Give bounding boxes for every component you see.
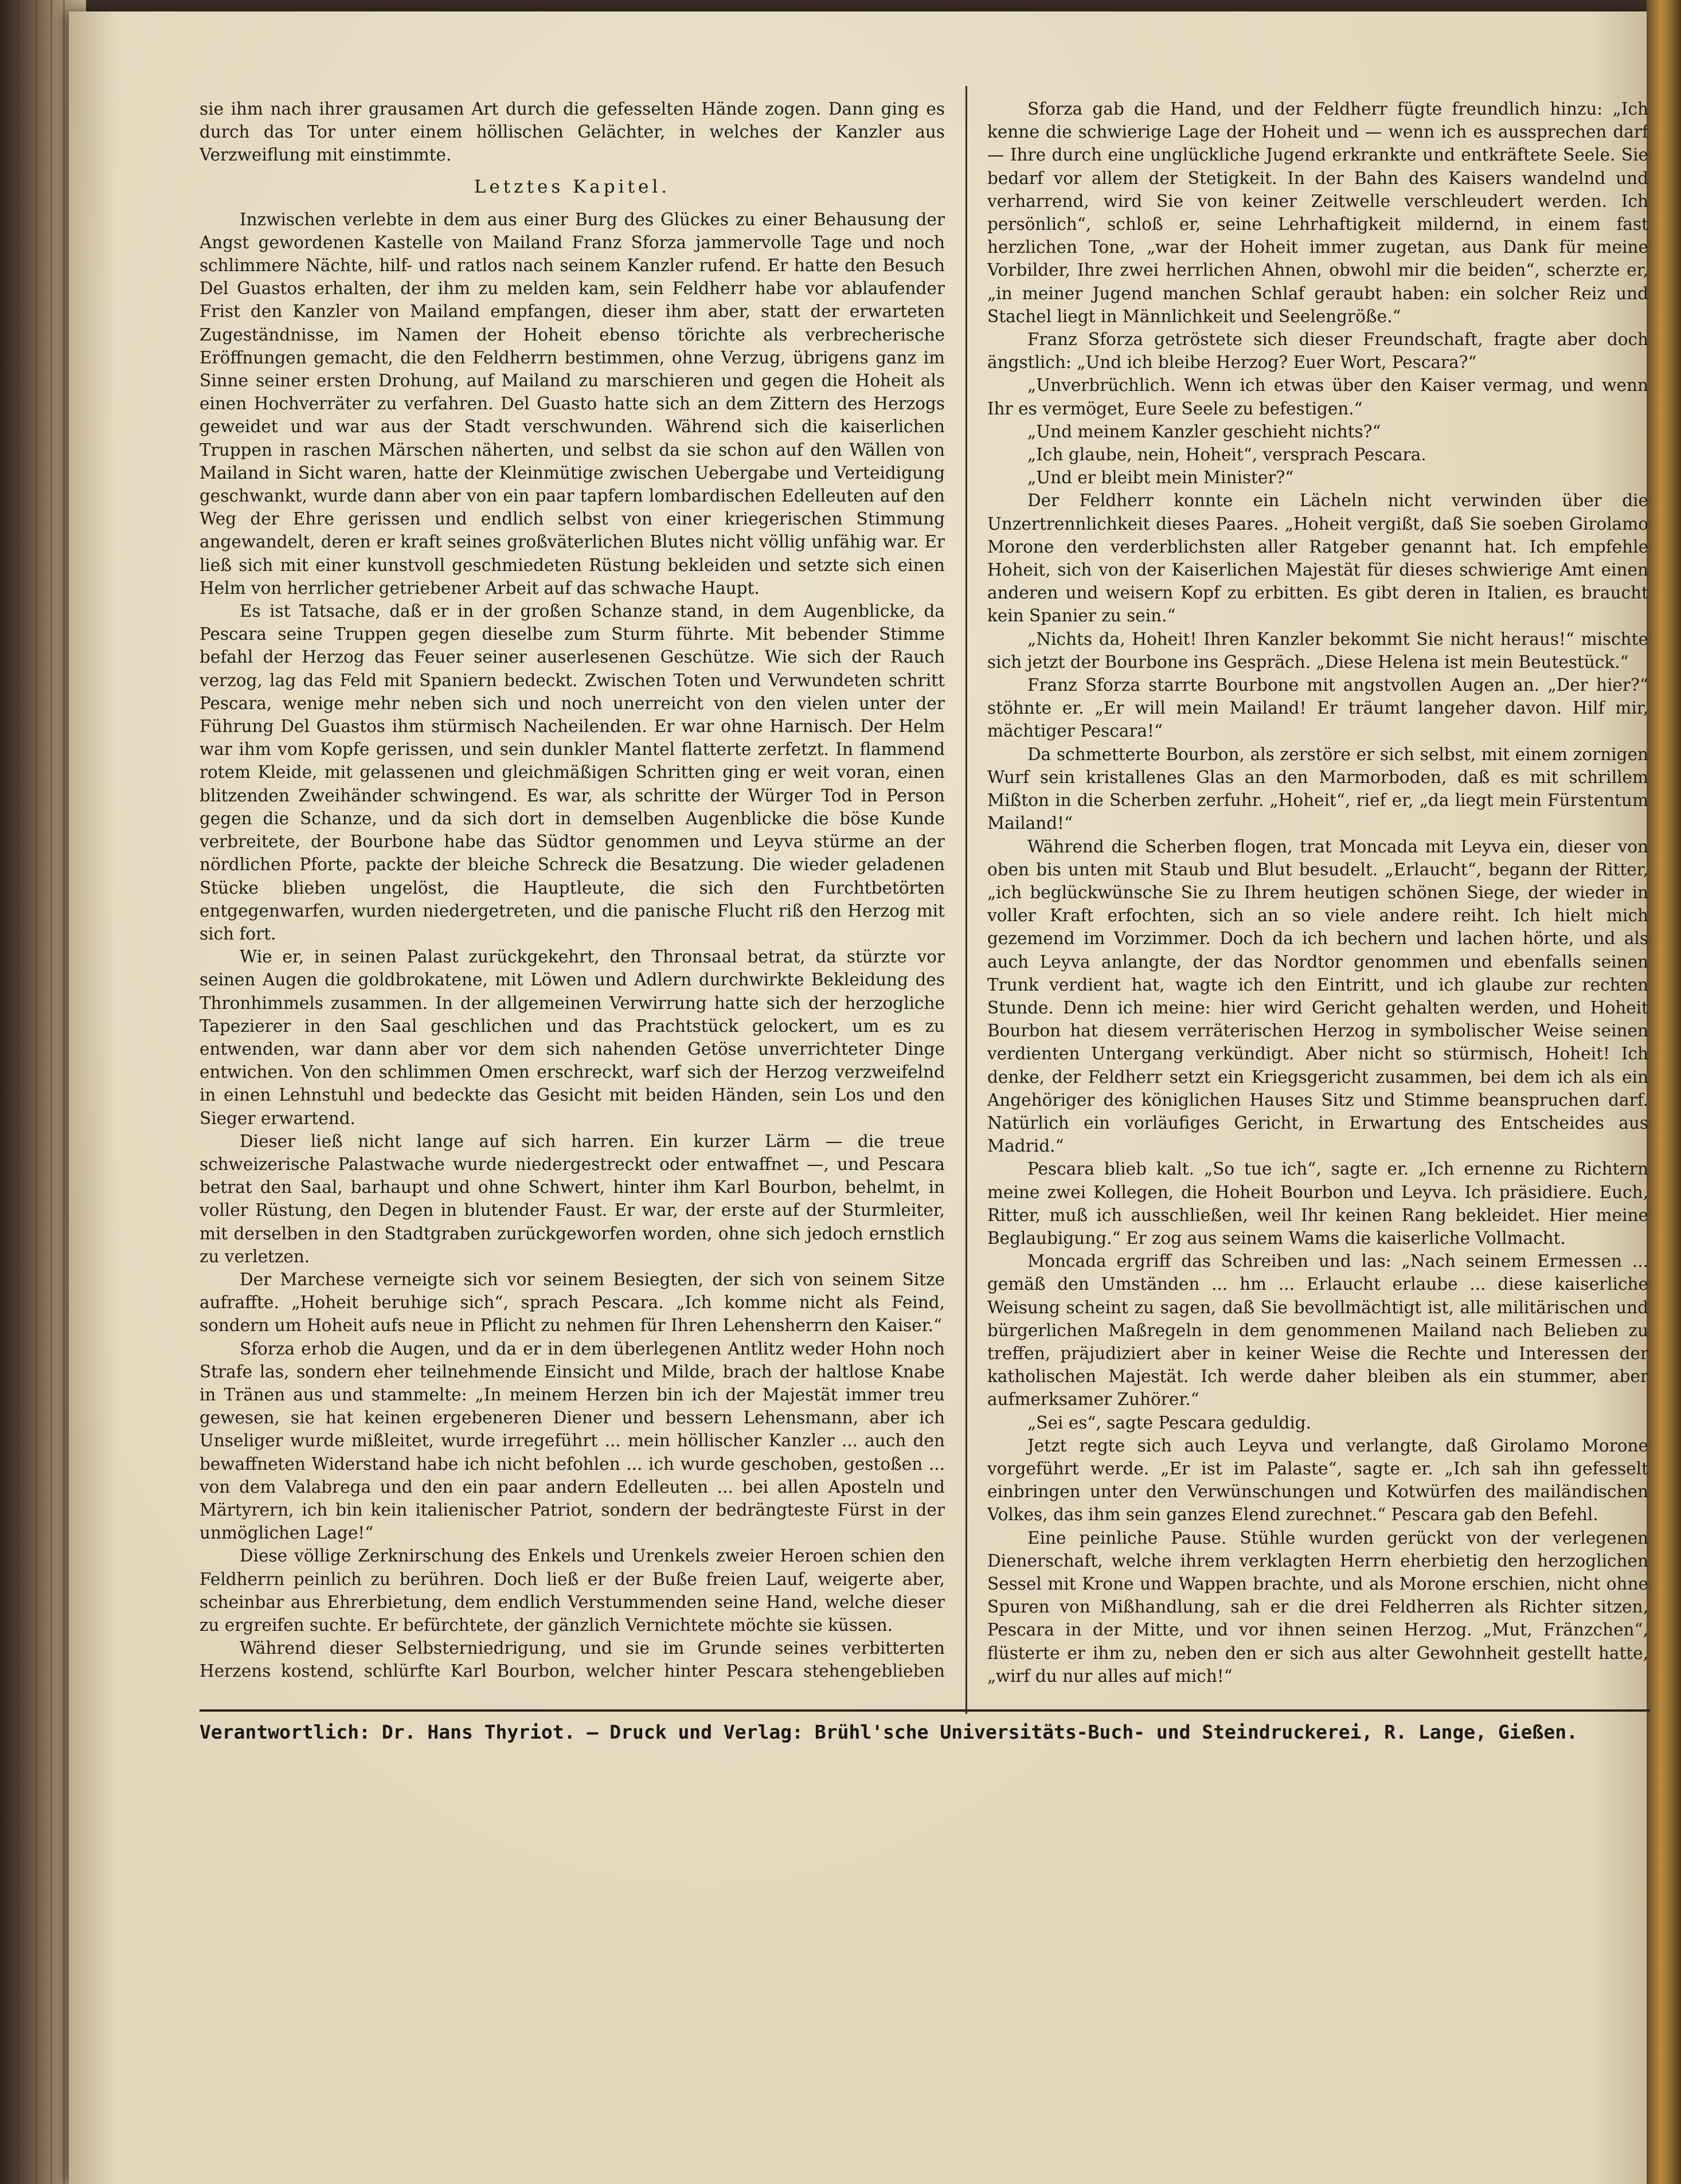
paragraph: Moncada ergriff das Schreiben und las: „Nach seinem Ermessen ... gemäß den Umständen ... hm ... Erlaucht erlaube ... diese kaiserliche Weisung scheint zu sagen, daß Sie bevollmächtigt ist, alle militärischen und bürgerlichen Maßregeln in dem genommenen Mailand nach Belieben zu treffen, präjudiziert aber in keiner Weise die Rechte und Interessen der katholischen Majestät. Ich werde daher bleiben als ein stummer, aber aufmerksamer Zuhörer.“ <box>987 1251 1648 1410</box>
paragraph: Inzwischen verlebte in dem aus einer Burg des Glückes zu einer Behausung der Angst gewordenen Kastelle von Mailand Franz Sforza jammervolle Tage und noch schlimmere Nächte, hilf- und ratlos nach seinem Kanzler rufend. Er hatte den Besuch Del Guastos erhalten, der ihm zu melden kam, sein Feldherr habe vor ablaufender Frist den Kanzler von Mailand empfangen, dieser ihm aber, statt der erwarteten Zugeständnisse, im Namen der Hoheit ebenso törichte als verbrecherische Eröffnungen gemacht, die den Feldherrn bestimmen, ohne Verzug, übrigens ganz im Sinne seiner ersten Drohung, auf Mailand zu marschieren und gegen die Hoheit als einen Hochverräter zu verfahren. Del Guasto hatte sich an dem Zittern des Herzogs geweidet und war aus der Stadt verschwunden. Während sich die kaiserlichen Truppen in raschen Märschen näherten, und selbst da sie schon auf den Wällen von Mailand in Sicht waren, hatte der Kleinmütige zwischen Uebergabe und Verteidigung geschwankt, wurde dann aber von ein paar tapfern lombardischen Edelleuten auf den Weg der Ehre gerissen und endlich selbst von einer kriegerischen Stimmung angewandelt, deren er kraft seines großväterlichen Blutes nicht völlig unfähig war. Er ließ sich mit einer kunstvoll geschmiedeten Rüstung bekleiden und setzte sich einen Helm von herrlicher getriebener Arbeit auf das schwache Haupt. <box>200 209 945 598</box>
page-edge-line <box>17 0 19 2184</box>
paragraph: „Ich glaube, nein, Hoheit“, versprach Pescara. <box>1027 445 1426 465</box>
imprint-line: Verantwortlich: Dr. Hans Thyriot. — Druck und Verlag: Brühl'sche Universitäts-Buch- und Steindruckerei, R. Lange, Gießen. <box>200 1721 1578 1743</box>
column-divider <box>965 86 967 1714</box>
paragraph: Es ist Tatsache, daß er in der großen Schanze stand, in dem Augenblicke, da Pescara seine Truppen gegen dieselbe zum Sturm führte. Mit bebender Stimme befahl der Herzog das Feuer seiner auserlesenen Geschütze. Wie sich der Rauch verzog, lag das Feld mit Spaniern bedeckt. Zwischen Toten und Verwundeten schritt Pescara, wenige mehr neben sich und noch unerreicht von den vielen unter der Führung Del Guastos ihm stürmisch Nacheilenden. Er war ohne Harnisch. Der Helm war ihm vom Kopfe gerissen, und sein dunkler Mantel flatterte zerfetzt. In flammend rotem Kleide, mit gelassenen und gleichmäßigen Schritten ging er weit voran, einen blitzenden Zweihänder schwingend. Es war, als schritte der Würger Tod in Person gegen die Schanze, und da sich dort in demselben Augenblicke die böse Kunde verbreitete, der Bourbone habe das Südtor genommen und Leyva stürme an der nördlichen Pforte, packte der bleiche Schreck die Besatzung. Die wieder geladenen Stücke blieben ungelöst, die Hauptleute, die sich den Furchtbetörten entgegenwarfen, wurden niedergetreten, und die panische Flucht riß den Herzog mit sich fort. <box>200 601 945 944</box>
paragraph: Während die Scherben flogen, trat Moncada mit Leyva ein, dieser von oben bis unten mit Staub und Blut besudelt. „Erlaucht“, begann der Ritter, „ich beglückwünsche Sie zu Ihrem heutigen schönen Siege, der wieder in voller Kraft erfochten, sich an so viele andere reiht. Ich hielt mich gezemend im Vorzimmer. Doch da ich bechern und lachen hörte, und als auch Leyva anlangte, der das Nordtor genommen und ebenfalls seinen Trunk verdient hat, wagte ich den Eintritt, und ich glaube zur rechten Stunde. Denn ich meine: hier wird Gericht gehalten werden, und Hoheit Bourbon hat diesem verräterischen Herzog in symbolischer Weise seinen verdienten Untergang verkündigt. Aber nicht so stürmisch, Hoheit! Ich denke, der Feldherr setzt ein Kriegsgericht zusammen, bei dem ich als ein Angehöriger des königlichen Hauses Sitz und Stimme beanspruchen darf. Natürlich ein vorläufiges Gericht, in Erwartung des Entscheides aus Madrid.“ <box>987 836 1648 1156</box>
page-edge-line <box>36 0 37 2184</box>
paragraph: Wie er, in seinen Palast zurückgekehrt, den Thronsaal betrat, da stürzte vor seinen Augen die goldbrokatene, mit Löwen und Adlern durchwirkte Bekleidung des Thronhimmels zusammen. In der allgemeinen Verwirrung hatte sich der herzogliche Tapezierer in den Saal geschlichen und das Prachtstück gelockert, um es zu entwenden, war dann aber vor dem sich nahenden Getöse unverrichteter Dinge entwichen. Von den schlimmen Omen erschreckt, warf sich der Herzog verzweifelnd in einen Lehnstuhl und bedeckte das Gesicht mit beiden Händen, sein Los und den Sieger erwartend. <box>200 947 945 1128</box>
footer-rule <box>200 1709 1650 1712</box>
paragraph: „Und meinem Kanzler geschieht nichts?“ <box>1027 421 1381 441</box>
left-text-column <box>200 97 945 1685</box>
paragraph: Der Marchese verneigte sich vor seinem Besiegten, der sich von seinem Sitze aufraffte. „Hoheit beruhige sich“, sprach Pescara. „Ich komme nicht als Feind, sondern um Hoheit aufs neue in Pflicht zu nehmen für Ihren Lehensherrn den Kaiser.“ <box>200 1269 945 1336</box>
paragraph: Während dieser Selbsterniedrigung, und sie im Grunde seines verbitterten Herzens kostend, schlürfte Karl Bourbon, welcher hinter Pescara stehengeblieben <box>200 1638 945 1681</box>
paragraph: Franz Sforza starrte Bourbone mit angstvollen Augen an. „Der hier?“ stöhnte er. „Er will mein Mailand! Er träumt langeher davon. Hilf mir, mächtiger Pescara!“ <box>987 675 1648 741</box>
paragraph: Dieser ließ nicht lange auf sich harren. Ein kurzer Lärm — die treue schweizerische Palastwache wurde niedergestreckt oder entwaffnet —, und Pescara betrat den Saal, barhaupt und ohne Schwert, hinter ihm Karl Bourbon, behelmt, in voller Rüstung, den Degen in blutender Faust. Er war, der erste auf der Sturmleiter, mit derselben in den Stadtgraben zurückgeworfen worden, ohne sich jedoch ernstlich zu verletzen. <box>200 1131 945 1266</box>
paragraph: Franz Sforza getröstete sich dieser Freundschaft, fragte aber doch ängstlich: „Und ich bleibe Herzog? Euer Wort, Pescara?“ <box>987 330 1648 373</box>
paragraph: Sforza erhob die Augen, und da er in dem überlegenen Antlitz weder Hohn noch Strafe las, sondern eher teilnehmende Einsicht und Milde, brach der haltlose Knabe in Tränen aus und stammelte: „In meinem Herzen bin ich der Majestät immer treu gewesen, sie hat keinen ergebeneren Diener und bessern Lehensmann, aber ich Unseliger wurde mißleitet, wurde irregeführt ... mein höllischer Kanzler ... auch den bewaffneten Widerstand habe ich nicht befohlen ... ich wurde geschoben, gestoßen ... von dem Valabrega und den ein paar andern Edelleuten ... bei allen Aposteln und Märtyrern, ich bin kein italienischer Patriot, sondern der bedrängteste Fürst in der unmöglichen Lage!“ <box>200 1338 945 1543</box>
paragraph: Eine peinliche Pause. Stühle wurden gerückt von der verlegenen Dienerschaft, welche ihrem verklagten Herrn eherbietig den herzoglichen Sessel mit Krone und Wappen brachte, und als Morone erschien, nicht ohne Spuren von Mißhandlung, sah er die drei Feldherren als Richter sitzen, Pescara in der Mitte, und vor ihnen seinen Herzog. „Mut, Fränzchen“, flüsterte er ihm zu, neben den er sich aus alter Gewohnheit gestellt hatte, „wirf du nur alles auf mich!“ <box>987 1528 1648 1685</box>
book-binding-edge <box>1647 0 1681 2184</box>
paragraph: Diese völlige Zerknirschung des Enkels und Urenkels zweier Heroen schien den Feldherrn peinlich zu berühren. Doch ließ er der Buße freien Lauf, weigerte aber, scheinbar aus Ehrerbietung, dem endlich Verstummenden seine Hand, welche dieser zu ergreifen suchte. Er befürchtete, der gänzlich Vernichtete möchte sie küssen. <box>200 1546 945 1635</box>
paragraph: „Und er bleibt mein Minister?“ <box>1027 468 1294 488</box>
paragraph: „Nichts da, Hoheit! Ihren Kanzler bekommt Sie nicht heraus!“ mischte sich jetzt der Bourbone ins Gespräch. „Diese Helena ist mein Beutestück.“ <box>987 629 1648 672</box>
paragraph: „Sei es“, sagte Pescara geduldig. <box>1027 1412 1312 1432</box>
chapter-heading: Letztes Kapitel. <box>474 176 671 197</box>
opening-paragraph: sie ihm nach ihrer grausamen Art durch die gefesselten Hände zogen. Dann ging es durch das Tor unter einem höllischen Gelächter, in welches der Kanzler aus Verzweiflung mit einstimmte. <box>200 99 945 165</box>
page-edge-line <box>63 0 65 2184</box>
paragraph: Jetzt regte sich auch Leyva und verlangte, daß Girolamo Morone vorgeführt werde. „Er ist im Palaste“, sagte er. „Ich sah ihn gefesselt einbringen unter den Verwünschungen und Kotwürfen des mailändischen Volkes, das ihm sein ganzes Elend zurechnet.“ Pescara gab den Befehl. <box>987 1435 1648 1525</box>
paragraph: Pescara blieb kalt. „So tue ich“, sagte er. „Ich ernenne zu Richtern meine zwei Kollegen, die Hoheit Bourbon und Leyva. Ich präsidiere. Euch, Ritter, muß ich ausschließen, weil Ihr keinen Rang bekleidet. Hier meine Beglaubigung.“ Er zog aus seinem Wams die kaiserliche Vollmacht. <box>987 1159 1648 1248</box>
paragraph: Sforza gab die Hand, und der Feldherr fügte freundlich hinzu: „Ich kenne die schwierige Lage der Hoheit und — wenn ich es aussprechen darf — Ihre durch eine unglückliche Jugend erkrankte und entkräftete Seele. Sie bedarf vor allem der Stetigkeit. In der Bahn des Kaisers wandelnd und verharrend, wird Sie von keiner Zeitwelle verschleudert werden. Ich persönlich“, schloß er, seine Lehrhaftigkeit mildernd, in einem fast herzlichen Tone, „war der Hoheit immer zugetan, aus Dank für meine Vorbilder, Ihre zwei herrlichen Ahnen, obwohl mir die beiden“, scherzte er, „in meiner Jugend manchen Schlaf geraubt haben: ein solcher Reiz und Stachel liegt in Männlichkeit und Seelengröße.“ <box>987 99 1648 326</box>
paragraph: Der Feldherr konnte ein Lächeln nicht verwinden über die Unzertrennlichkeit dieses Paares. „Hoheit vergißt, daß Sie soeben Girolamo Morone den verderblichsten aller Ratgeber genannt hat. Ich empfehle Hoheit, sich von der Kaiserlichen Majestät für dieses schwierige Amt einen anderen und weisern Kopf zu erbitten. Es gibt deren in Italien, es braucht kein Spanier zu sein.“ <box>987 491 1648 626</box>
right-text-column <box>987 97 1648 1685</box>
paragraph: Da schmetterte Bourbon, als zerstöre er sich selbst, mit einem zornigen Wurf sein kristallenes Glas an den Marmorboden, daß es mit schrillem Mißton in die Scherben zerfuhr. „Hoheit“, rief er, „da liegt mein Fürstentum Mailand!“ <box>987 744 1648 833</box>
page-edge-line <box>50 0 52 2184</box>
paragraph: „Unverbrüchlich. Wenn ich etwas über den Kaiser vermag, und wenn Ihr es vermöget, Eure Seele zu befestigen.“ <box>987 375 1648 418</box>
